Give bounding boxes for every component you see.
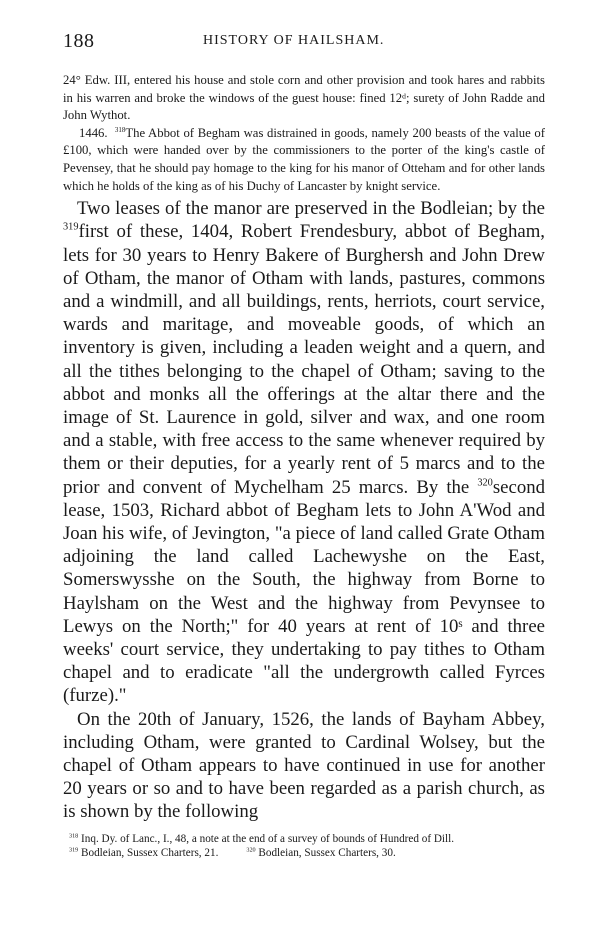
footnote-ref: 318 [114, 125, 126, 134]
extract-text: The Abbot of Begham was distrained in goods, namely 200 beasts of the value of £100, which were handed over by the commissioners to the porter of the king's castle of Pevensey, that he should pay homage to the king for his manor of Otteham and for other lands which he holds of the king as of his Duchy of Lancaster by knight service. [63, 125, 545, 193]
footnote-number: 320 [246, 847, 256, 854]
footnote-text: Bodleian, Sussex Charters, 21. [81, 847, 219, 860]
quoted-extract [63, 72, 545, 195]
footnote-ref: 319 [63, 221, 79, 233]
footnote [246, 846, 395, 861]
page-number: 188 [63, 30, 95, 52]
body-text: first of these, 1404, Robert Frendesbury, abbot of Begham, lets for 30 years to Henry Bakere of Burghersh and John Drew of Otham, the manor of Otham with lands, pastures, commons and a windmill, and all buildings, rents, herriots, court service, wards and maritage, and moveable goods, of which an inventory is given, including a leaden weight and a quern, and all the tithes belonging to the chapel of Otham; saving to the abbot and monks all the offerings at the altar there and the image of St. Laurence in gold, silver and wax, and one room and a stable, with free access to the same whenever required by them or their deputies, for a yearly rent of 5 marcs and to the prior and convent of Mychelham 25 marcs. By the [63, 221, 545, 498]
footnote-number: 319 [69, 847, 79, 854]
footnote [69, 846, 218, 861]
extract-paragraph: 24° Edw. III, entered his house and stole corn and other provision and took hares and rabbits in his warren and broke the windows of the guest house: fined 12ᵈ; surety of John Radde and John Wythot. [63, 73, 545, 123]
footnote-text: Inq. Dy. of Lanc., I., 48, a note at the end of a survey of bounds of Hundred of Dill. [81, 832, 455, 845]
main-text [63, 197, 545, 823]
body-text: second lease, 1503, Richard abbot of Begham lets to John A'Wod and Joan his wife, of Jevington, "a piece of land called Grate Otham adjoining the land called Lachewyshe on the East, Somerswysshe on the South, the highway from Borne to Haylsham on the West and the highway from Pevynsee to Lewys on the North;" for 40 years at rent of 10ˢ and three weeks' court service, they undertaking to pay tithes to Otham chapel and to eradicate "all the undergrowth called Fyrces (furze)." [63, 476, 545, 707]
page-header [63, 30, 545, 54]
footnote-row [63, 846, 545, 861]
extract-paragraph [63, 125, 545, 195]
footnote [63, 832, 545, 847]
body-text: Two leases of the manor are preserved in the Bodleian; by the [77, 198, 545, 220]
footnotes [63, 832, 545, 861]
footnote-number: 318 [69, 833, 79, 840]
body-paragraph: On the 20th of January, 1526, the lands of Bayham Abbey, including Otham, were granted to Cardinal Wolsey, but the chapel of Otham appears to have continued in use for another 20 years or so and to have been regarded as a parish church, as is shown by the following [63, 708, 545, 823]
body-paragraph [63, 197, 545, 707]
extract-year: 1446. [79, 125, 108, 140]
footnote-text: Bodleian, Sussex Charters, 30. [258, 847, 396, 860]
running-head: HISTORY OF HAILSHAM. [203, 33, 385, 48]
footnote-ref: 320 [477, 476, 493, 488]
book-page [63, 30, 545, 861]
